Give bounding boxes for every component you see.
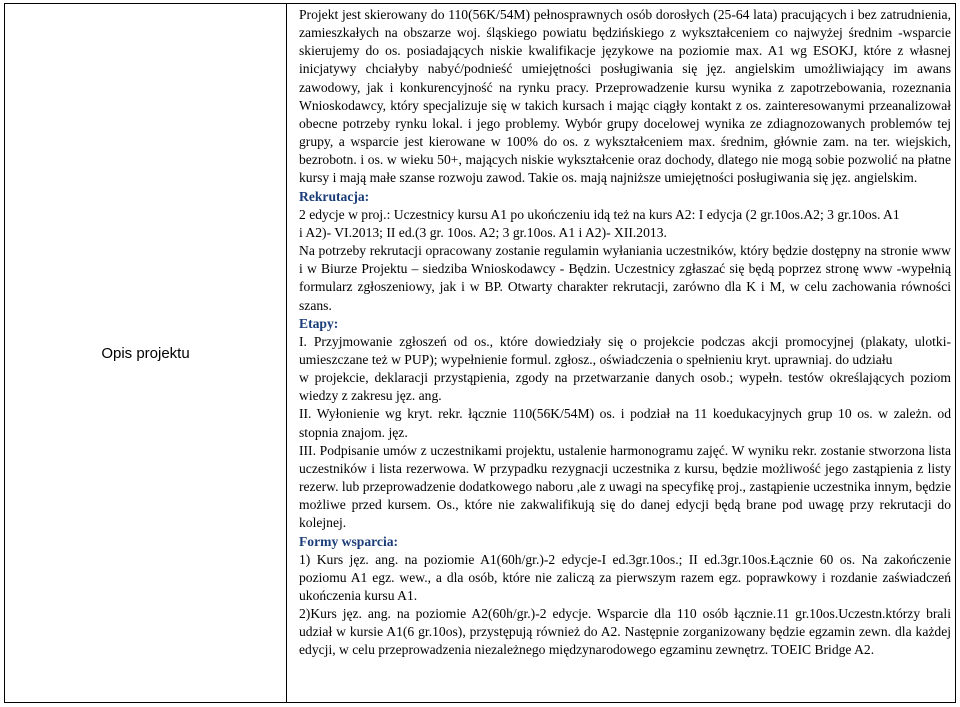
intro-paragraph: Projekt jest skierowany do 110(56K/54M) pełnosprawnych osób dorosłych (25-64 lata) pracujących i bez zatrudnienia, zamieszkałych na obszarze woj. śląskiego powiatu będzińskiego z wykształceniem co najwyżej średnim -wsparcie skierujemy do os. posiadających niskie kwalifikacje językowe na poziomie max. A1 wg ESOKJ, które z własnej inicjatywy chciałyby nabyć/podnieść umiejętności posługiwania się jęz. angielskim umożliwiający im awans zawodowy, jak i konkurencyjność na rynku pracy. Przeprowadzenie kursu wynika z zapotrzebowania, rozeznania Wnioskodawcy, który specjalizuje się w takich kursach i mając ciągły kontakt z os. zainteresowanymi przeanalizował obecne potrzeby rynku lokal. i jego problemy. Wybór grupy docelowej wynika ze zdiagnozowanych problemów tej grupy, a wsparcie jest kierowane w 100% do os. z wykształceniem max. średnim, głównie zam. na ter. wiejskich, bezrobotn. i os. w wieku 50+, mających niskie wykształcenie oraz dochody, dlatego nie mogą sobie pozwolić na płatne kursy i mają małe szanse rozwoju zawod. Takie os. mają najniższe umiejętności posługiwania się jęz. angielskim. <box>299 7 951 186</box>
etap-1-paragraph-a: I. Przyjmowanie zgłoszeń od os., które dowiedziały się o projekcie podczas akcji promocyjnej (plakaty, ulotki- umieszczane też w PUP); wypełnienie formul. zgłosz., oświadczenia o spełnieniu kryt. uprawniaj. do udziału <box>299 333 951 367</box>
etapy-heading: Etapy: <box>299 315 339 331</box>
rekrutacja-heading: Rekrutacja: <box>299 188 370 204</box>
rekrutacja-paragraph-1: 2 edycje w proj.: Uczestnicy kursu A1 po ukończeniu idą też na kurs A2: I edycja (2 gr.10os.A2; 3 gr.10os. A1 <box>299 206 900 222</box>
content-cell <box>287 4 956 703</box>
row-label: Opis projektu <box>101 344 190 362</box>
project-description-table <box>4 3 956 703</box>
rekrutacja-paragraph-2: i A2)- VI.2013; II ed.(3 gr. 10os. A2; 3 gr.10os. A1 i A2)- XII.2013. <box>299 224 667 240</box>
etap-3-paragraph: III. Podpisanie umów z uczestnikami projektu, ustalenie harmonogramu zajęć. W wyniku rekr. zostanie stworzona lista uczestników i lista rezerwowa. W przypadku rezygnacji uczestnika z kursu, będzie możliwość jego zastąpienia z listy rezerw. lub przeprowadzenie dodatkowego naboru ,ale z uwagi na specyfikę proj., zastąpienie uczestnika innym, będzie możliwe przed kursem. Os., które nie zakwalifikują się do danej edycji będą brane pod uwagę przy rekrutacji do kolejnej. <box>299 442 951 531</box>
formy-wsparcia-heading: Formy wsparcia: <box>299 533 399 549</box>
table-row <box>5 4 956 703</box>
forma-1-paragraph: 1) Kurs jęz. ang. na poziomie A1(60h/gr.)-2 edycje-I ed.3gr.10os.; II ed.3gr.10os.Łącznie 60 os. Na zakończenie poziomu A1 egz. wew., a dla osób, które nie zaliczą za pierwszym razem egz. poprawkowy i rozdanie zaświadczeń ukończenia kursu A1. <box>299 551 951 603</box>
etap-2-paragraph: II. Wyłonienie wg kryt. rekr. łącznie 110(56K/54M) os. i podział na 11 koedukacyjnych grup 10 os. w zależn. od stopnia znajom. jęz. <box>299 406 951 440</box>
etap-1-paragraph-b: w projekcie, deklaracji przystąpienia, zgody na przetwarzanie danych osob.; wypełn. testów określających poziom wiedzy z zakresu jęz. ang. <box>299 370 951 404</box>
rekrutacja-paragraph-3: Na potrzeby rekrutacji opracowany zostanie regulamin wyłaniania uczestników, który będzie dostępny na stronie www i w Biurze Projektu – siedziba Wnioskodawcy - Będzin. Uczestnicy zgłaszać się będą poprzez stronę www -wypełnią formularz zgłoszeniowy, jak i w BP. Otwarty charakter rekrutacji, zarówno dla K i M, w celu zachowania równości szans. <box>299 243 951 313</box>
row-label-cell <box>5 4 287 703</box>
forma-2-paragraph: 2)Kurs jęz. ang. na poziomie A2(60h/gr.)-2 edycje. Wsparcie dla 110 osób łącznie.11 gr.10os.Uczestn.którzy brali udział w kursie A1(6 gr.10os), przystępują również do A2. Następnie zorganizowany będzie egzamin zewn. dla każdej edycji, w celu przeprowadzenia niezależnego międzynarodowego egzaminu zewnętrz. TOEIC Bridge A2. <box>299 606 951 658</box>
